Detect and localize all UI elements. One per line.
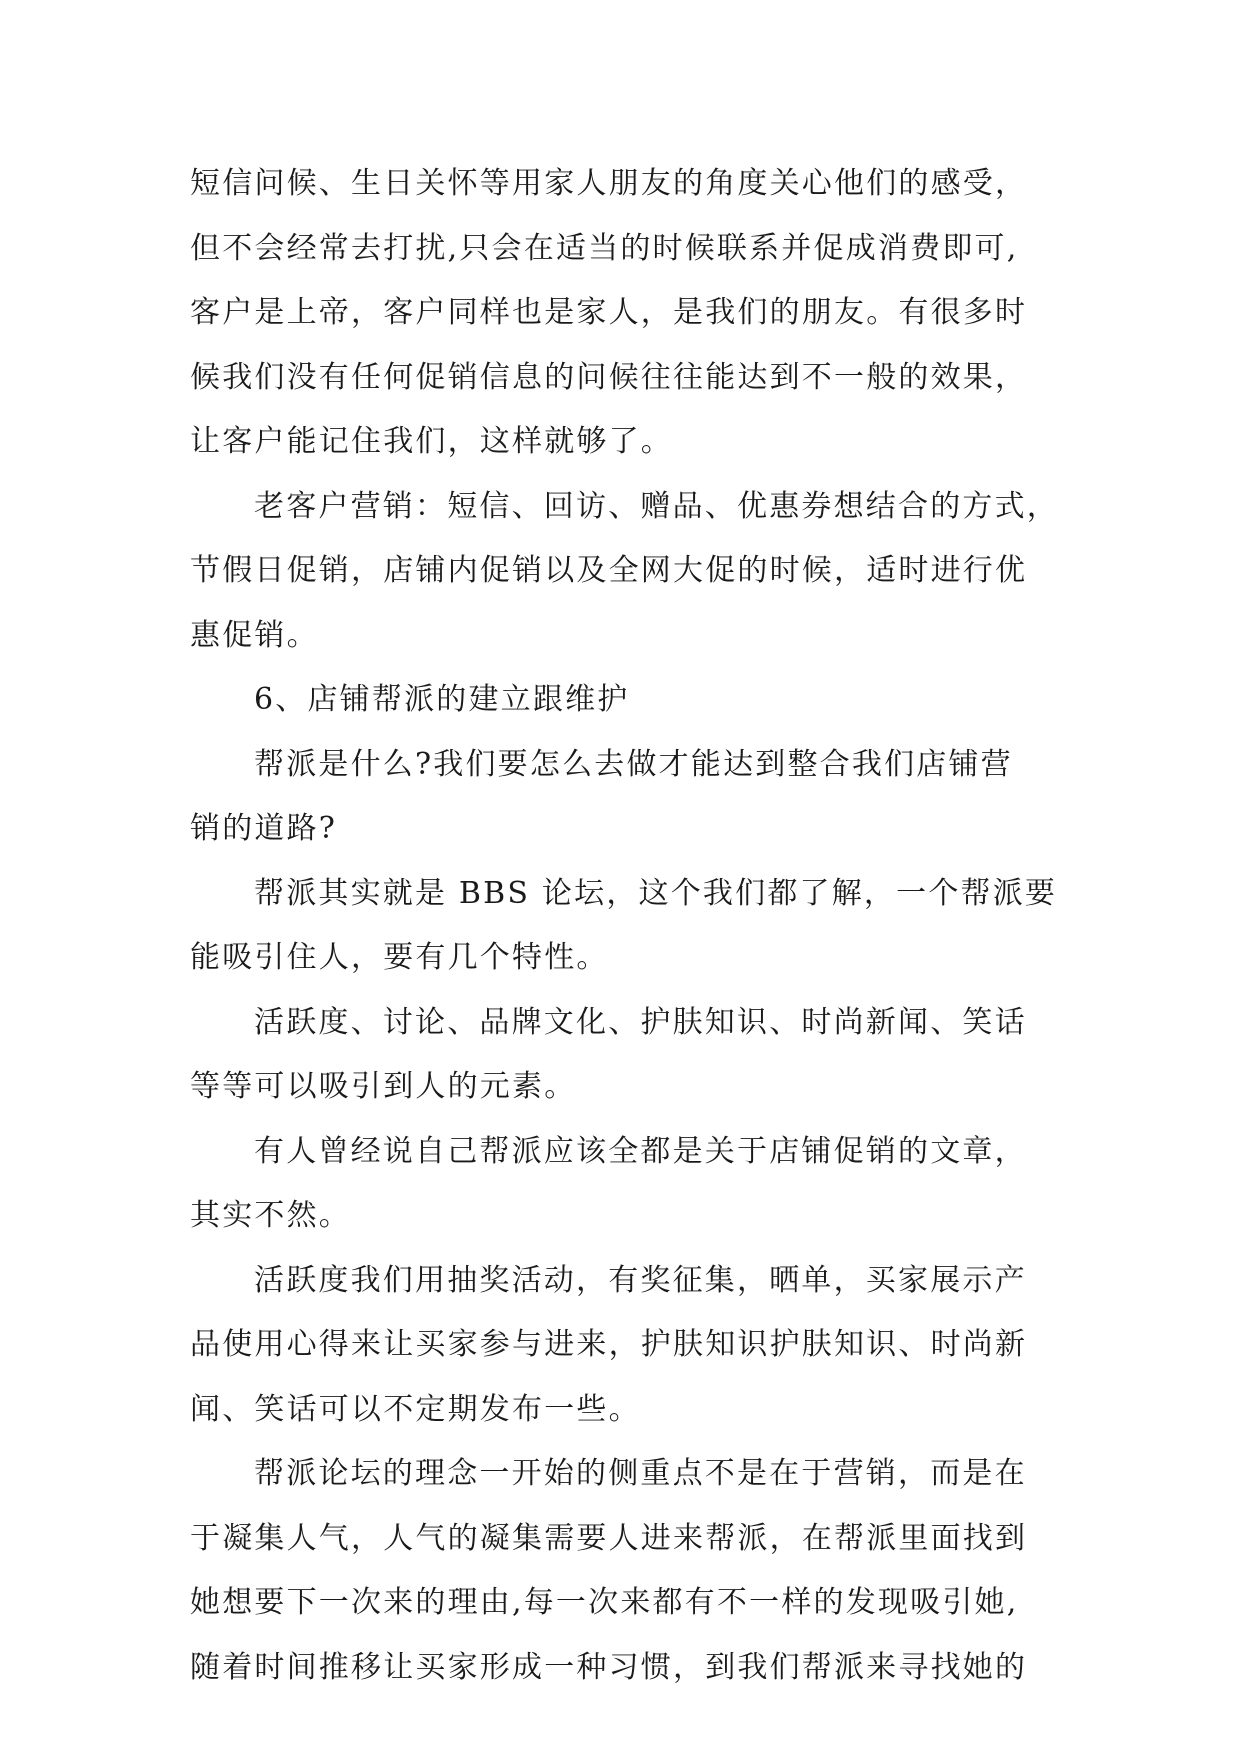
text-line: 她想要下一次来的理由,每一次来都有不一样的发现吸引她, [190, 1585, 1019, 1620]
document-body [190, 152, 1090, 1700]
text-line: 让客户能记住我们，这样就够了。 [190, 424, 673, 459]
paragraph-start-line: 帮派其实就是 BBS 论坛，这个我们都了解，一个帮派要 [254, 875, 1058, 911]
text-line: 等等可以吸引到人的元素。 [190, 1069, 577, 1104]
text-line: 于凝集人气，人气的凝集需要人进来帮派，在帮派里面找到 [190, 1520, 1028, 1556]
text-line: 短信问候、生日关怀等用家人朋友的角度关心他们的感受， [190, 166, 1028, 201]
text-line: 其实不然。 [190, 1198, 351, 1233]
text-line: 候我们没有任何促销信息的问候往往能达到不一般的效果， [190, 359, 1028, 395]
text-line: 但不会经常去打扰,只会在适当的时候联系并促成消费即可, [190, 230, 1019, 266]
paragraph-start-line: 帮派是什么?我们要怎么去做才能达到整合我们店铺营 [254, 746, 1013, 782]
text-line: 品使用心得来让买家参与进来，护肤知识护肤知识、时尚新 [190, 1327, 1028, 1362]
text-line: 节假日促销，店铺内促销以及全网大促的时候，适时进行优 [190, 553, 1028, 588]
section-heading: 6、店铺帮派的建立跟维护 [254, 682, 630, 717]
paragraph-start-line: 老客户营销：短信、回访、赠品、优惠券想结合的方式， [254, 488, 1059, 524]
paragraph-start-line: 有人曾经说自己帮派应该全都是关于店铺促销的文章， [254, 1133, 1027, 1169]
text-line: 惠促销。 [190, 617, 319, 653]
text-line: 客户是上帝，客户同样也是家人，是我们的朋友。有很多时 [190, 295, 1028, 330]
text-line: 随着时间推移让买家形成一种习惯，到我们帮派来寻找她的 [190, 1649, 1028, 1685]
text-line: 能吸引住人，要有几个特性。 [190, 940, 609, 975]
paragraph-start-line: 活跃度、讨论、品牌文化、护肤知识、时尚新闻、笑话 [254, 1004, 1027, 1040]
paragraph-start-line: 帮派论坛的理念一开始的侧重点不是在于营销，而是在 [254, 1456, 1027, 1491]
text-line: 闻、笑话可以不定期发布一些。 [190, 1391, 641, 1427]
paragraph-start-line: 活跃度我们用抽奖活动，有奖征集，晒单，买家展示产 [254, 1262, 1027, 1298]
text-line: 销的道路? [190, 811, 338, 846]
